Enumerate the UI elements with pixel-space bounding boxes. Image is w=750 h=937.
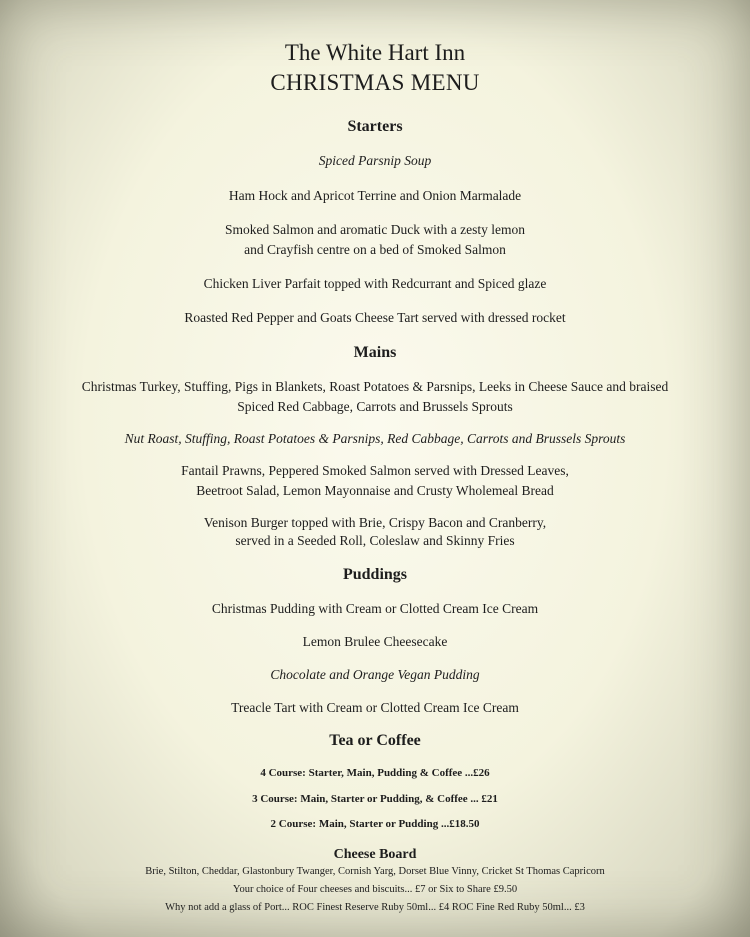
course-price: 3 Course: Main, Starter or Pudding, & Coffee ... £21 <box>252 793 498 805</box>
mains-heading: Mains <box>353 344 397 361</box>
main-item: Venison Burger topped with Brie, Crispy Bacon and Cranberry, <box>203 515 547 530</box>
pudding-item: Christmas Pudding with Cream or Clotted Cream Ice Cream <box>211 601 539 616</box>
main-item: Beetroot Salad, Lemon Mayonnaise and Crusty Wholemeal Bread <box>196 483 554 498</box>
pudding-item: Chocolate and Orange Vegan Pudding <box>270 667 480 682</box>
pudding-item: Treacle Tart with Cream or Clotted Cream Ice Cream <box>231 700 519 715</box>
starters-heading: Starters <box>347 118 403 135</box>
main-item: Nut Roast, Stuffing, Roast Potatoes & Parsnips, Red Cabbage, Carrots and Brussels Sprouts <box>124 431 626 446</box>
main-item: Spiced Red Cabbage, Carrots and Brussels Sprouts <box>237 399 513 414</box>
cheese-line: Why not add a glass of Port... ROC Finest Reserve Ruby 50ml... £4 ROC Fine Red Ruby 50ml... £3 <box>165 902 585 913</box>
starter-item: and Crayfish centre on a bed of Smoked Salmon <box>244 242 506 257</box>
starter-item: Roasted Red Pepper and Goats Cheese Tart served with dressed rocket <box>184 310 566 325</box>
course-price: 4 Course: Starter, Main, Pudding & Coffee ...£26 <box>260 767 490 779</box>
puddings-heading: Puddings <box>342 566 408 583</box>
main-item: served in a Seeded Roll, Coleslaw and Skinny Fries <box>235 533 515 548</box>
tea-coffee-heading: Tea or Coffee <box>329 732 421 749</box>
cheese-board-heading: Cheese Board <box>333 847 417 862</box>
pudding-item: Lemon Brulee Cheesecake <box>302 634 448 649</box>
main-item: Christmas Turkey, Stuffing, Pigs in Blankets, Roast Potatoes & Parsnips, Leeks in Cheese Sauce and braised <box>81 379 669 394</box>
cheese-line: Your choice of Four cheeses and biscuits... £7 or Six to Share £9.50 <box>232 884 518 895</box>
main-item: Fantail Prawns, Peppered Smoked Salmon served with Dressed Leaves, <box>181 463 569 478</box>
menu-title: CHRISTMAS MENU <box>270 70 480 95</box>
starter-item: Smoked Salmon and aromatic Duck with a zesty lemon <box>225 222 525 237</box>
starter-item: Chicken Liver Parfait topped with Redcurrant and Spiced glaze <box>203 276 547 291</box>
restaurant-name: The White Hart Inn <box>284 40 466 65</box>
starter-item: Spiced Parsnip Soup <box>318 153 432 168</box>
starter-item: Ham Hock and Apricot Terrine and Onion Marmalade <box>228 188 522 203</box>
course-price: 2 Course: Main, Starter or Pudding ...£18.50 <box>270 818 480 830</box>
cheese-line: Brie, Stilton, Cheddar, Glastonbury Twanger, Cornish Yarg, Dorset Blue Vinny, Cricket St Thomas Capricorn <box>145 866 605 877</box>
